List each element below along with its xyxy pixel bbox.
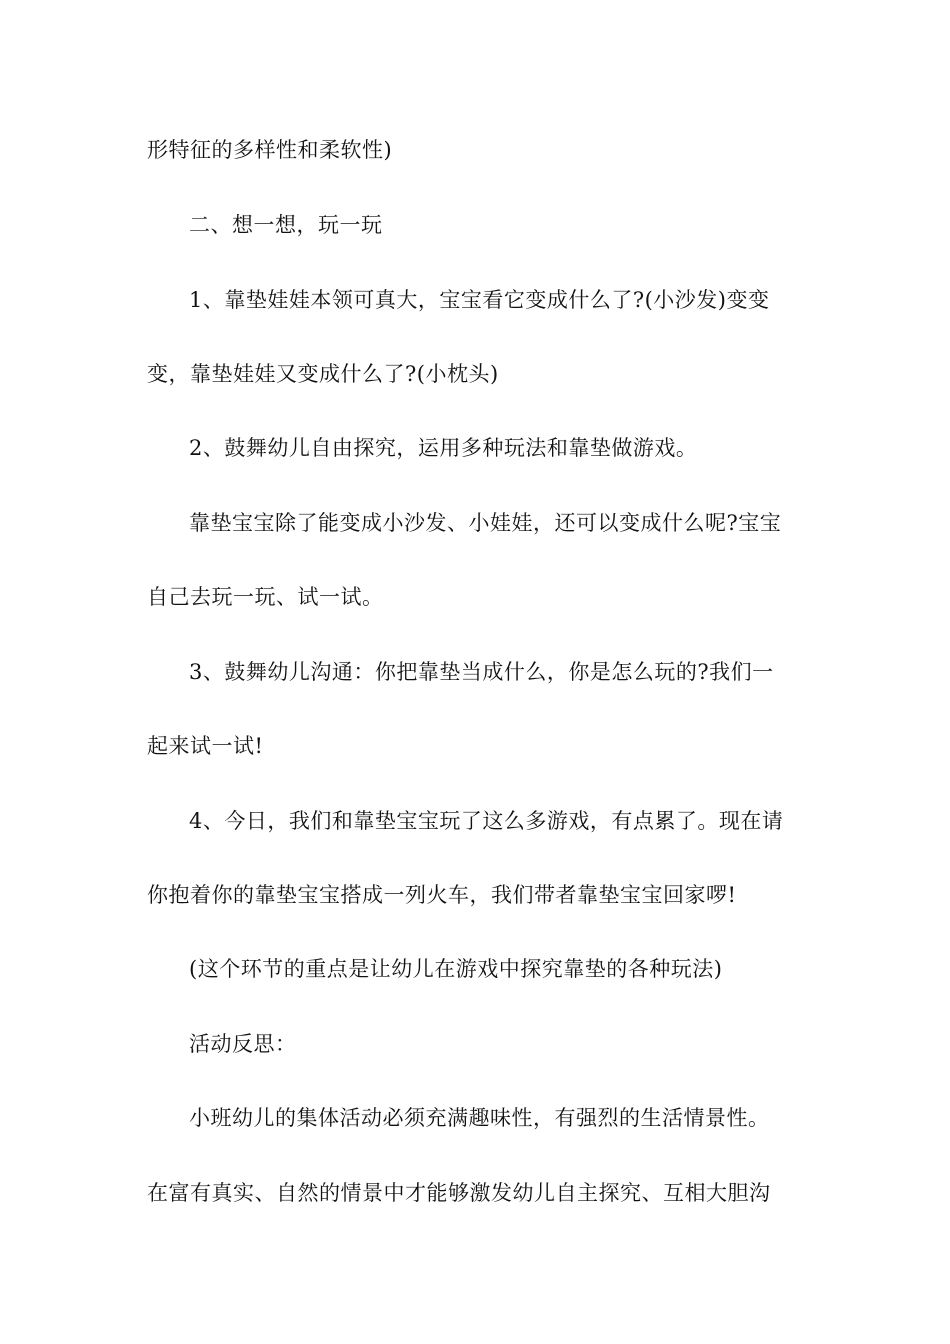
text-line-9: 起来试一试! [147,734,264,758]
text-line-3: 1、靠垫娃娃本领可真大，宝宝看它变成什么了?(小沙发)变变 [189,288,770,312]
text-line-15: 在富有真实、自然的情景中才能够激发幼儿自主探究、互相大胆沟 [147,1181,771,1205]
text-line-14: 小班幼儿的集体活动必须充满趣味性，有强烈的生活情景性。 [189,1106,770,1130]
text-line-5: 2、鼓舞幼儿自由探究，运用多种玩法和靠垫做游戏。 [189,436,698,460]
text-line-6: 靠垫宝宝除了能变成小沙发、小娃娃，还可以变成什么呢?宝宝 [189,511,782,535]
text-line-4: 变，靠垫娃娃又变成什么了?(小枕头) [147,362,499,386]
text-line-8: 3、鼓舞幼儿沟通：你把靠垫当成什么，你是怎么玩的?我们一 [189,660,774,684]
section-heading: 二、想一想，玩一玩 [189,213,383,237]
reflection-heading: 活动反思： [189,1032,297,1056]
text-line-10: 4、今日，我们和靠垫宝宝玩了这么多游戏，有点累了。现在请 [189,809,784,833]
text-line-7: 自己去玩一玩、试一试。 [147,585,384,609]
text-line-11: 你抱着你的靠垫宝宝搭成一列火车，我们带者靠垫宝宝回家啰! [147,883,737,907]
text-line-1: 形特征的多样性和柔软性) [147,138,393,162]
text-line-12: (这个环节的重点是让幼儿在游戏中探究靠垫的各种玩法) [189,957,723,981]
